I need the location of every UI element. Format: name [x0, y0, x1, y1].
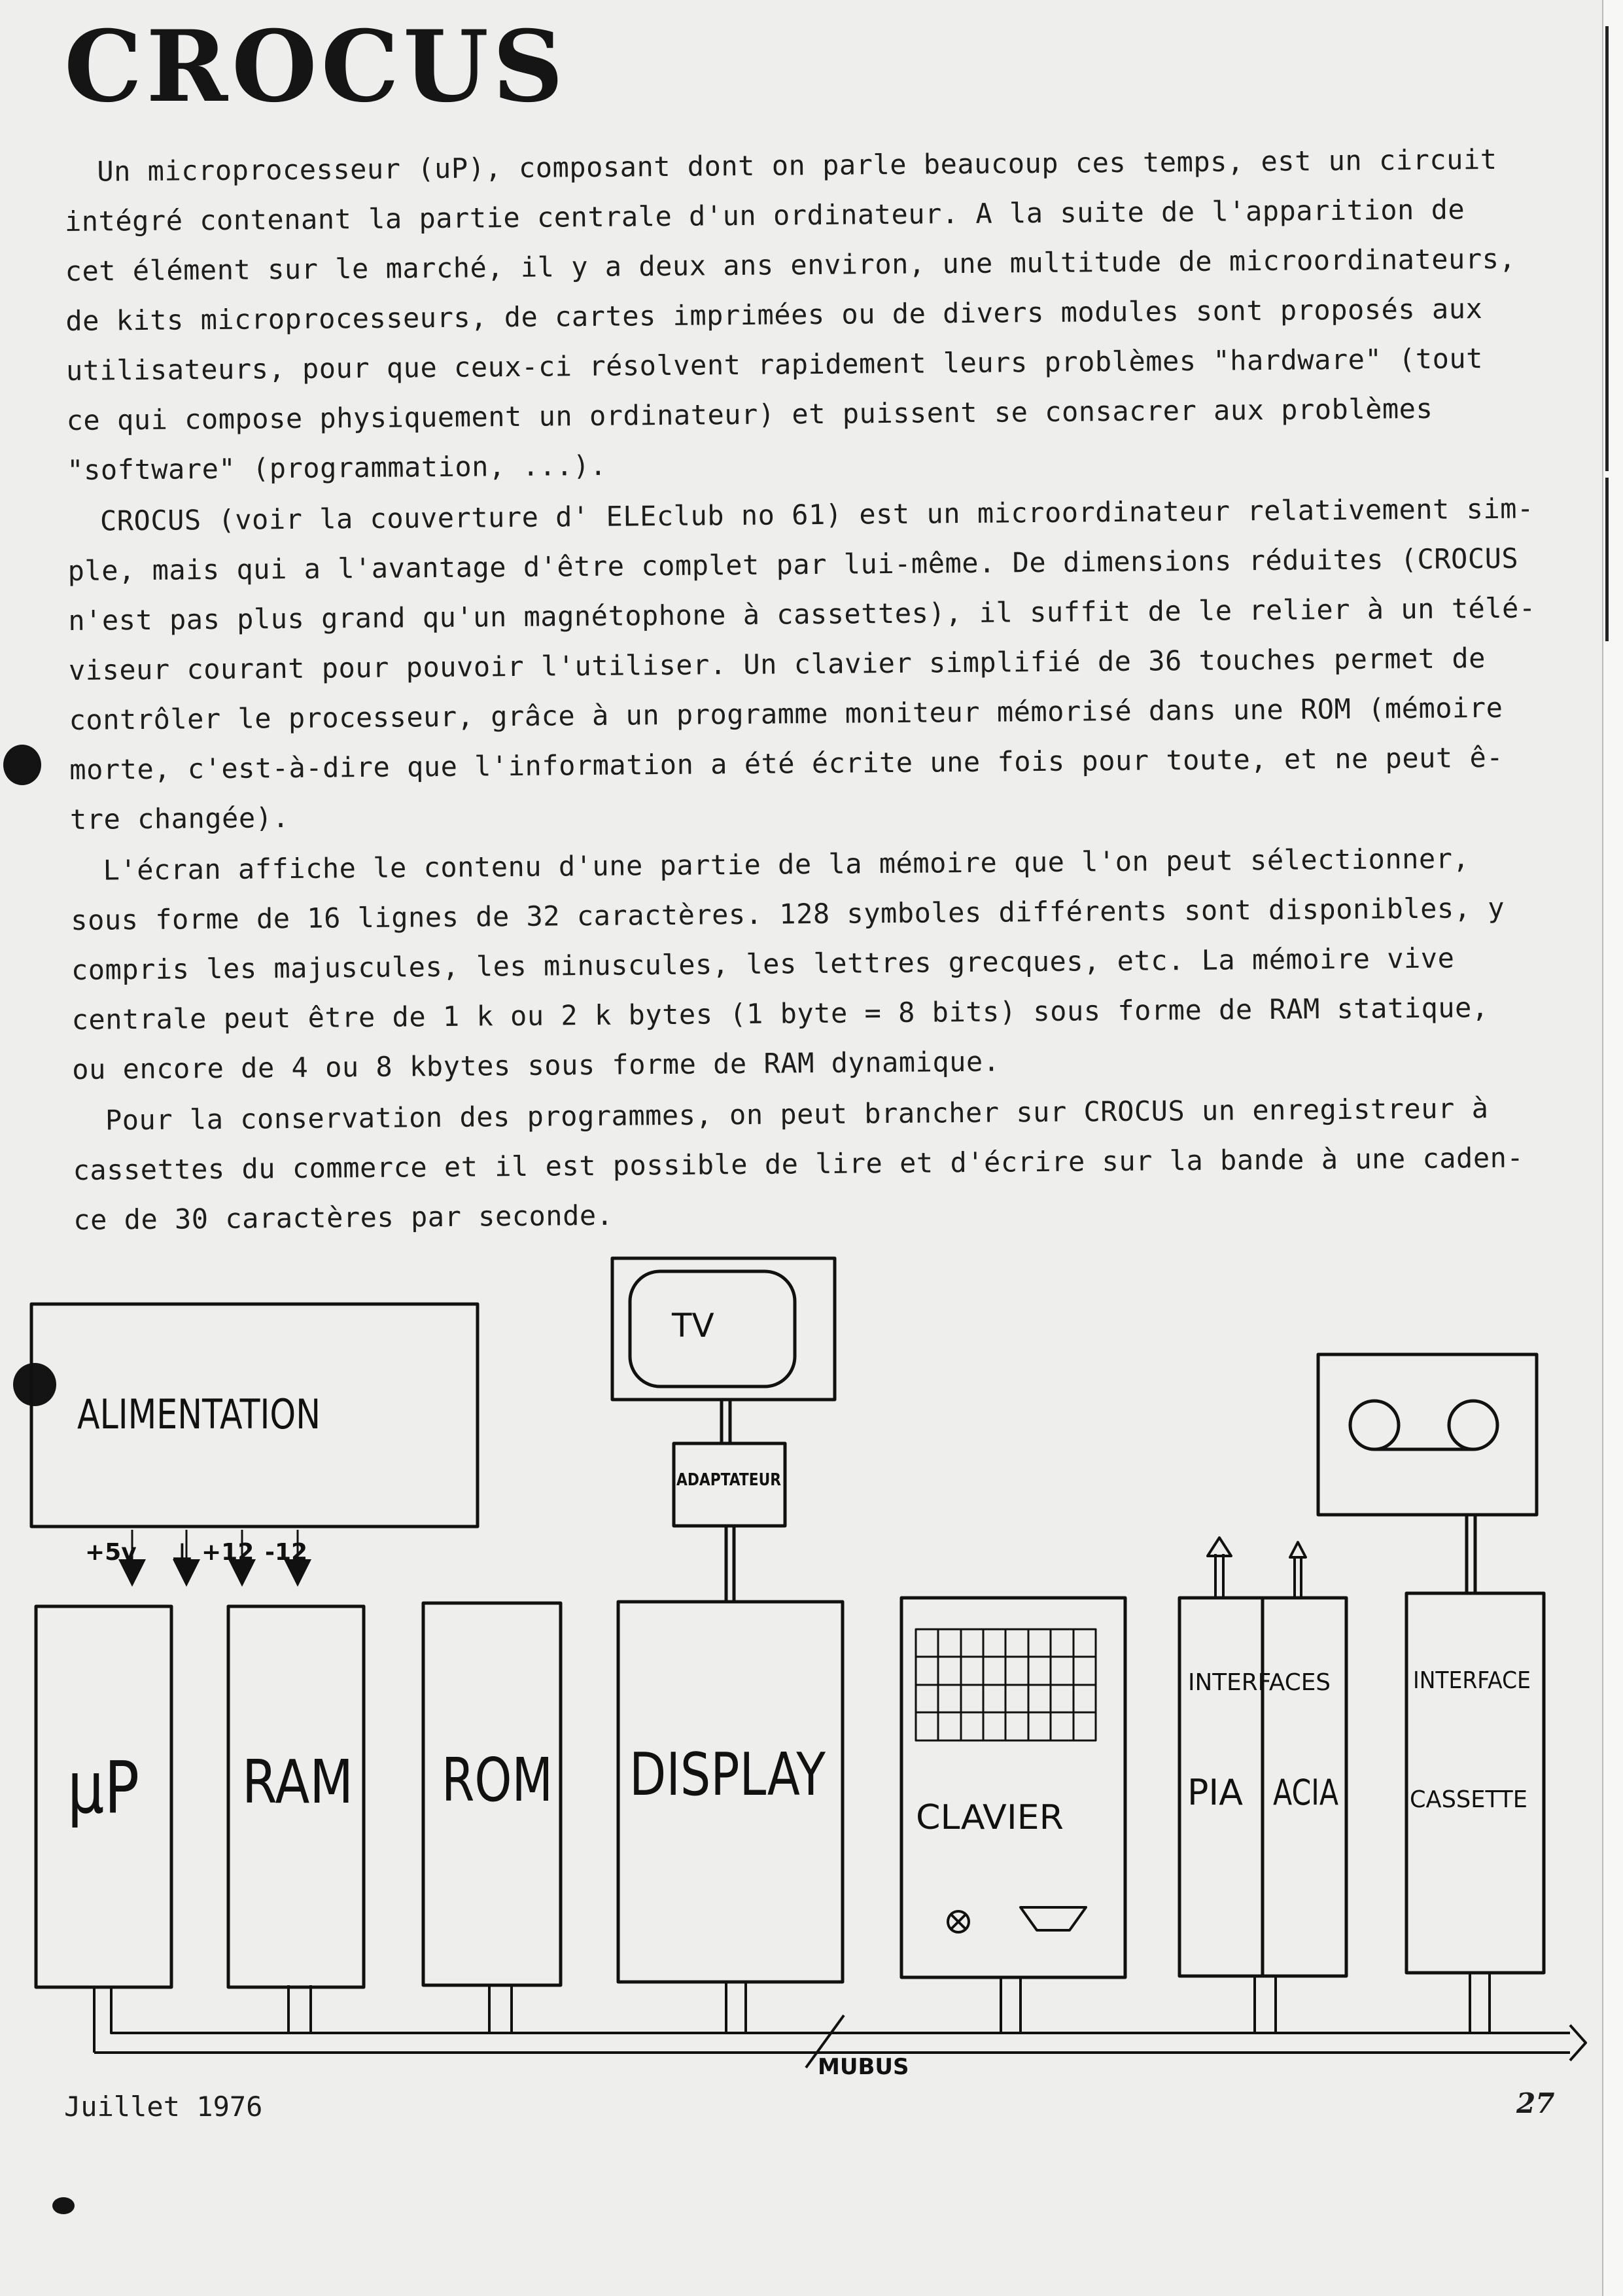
block-diagram [0, 1230, 1623, 2107]
ink-spot [52, 2197, 75, 2214]
power-rail-label: ⊥ [171, 1539, 193, 1566]
tv-label: TV [672, 1307, 714, 1345]
speaker-icon [1021, 1907, 1086, 1930]
punch-hole [3, 745, 41, 785]
cassette-reel-icon [1350, 1401, 1399, 1449]
page-number: 27 [1516, 2087, 1555, 2119]
text-line: utilisateurs, pour que ceux-ci résolvent rapidement leurs problèmes "hardware" (tout [65, 342, 1484, 387]
paragraph-3 [70, 834, 1511, 1095]
issue-date: Juillet 1976 [64, 2091, 263, 2123]
text-line: centrale peut être de 1 k ou 2 k bytes (1 byte = 8 bits) sous forme de RAM statique, [71, 991, 1489, 1036]
interfaces-label: INTERFACES [1188, 1669, 1331, 1696]
clavier-label: CLAVIER [916, 1798, 1064, 1837]
text-line: ce de 30 caractères par seconde. [73, 1199, 614, 1236]
text-line: tre changée). [69, 802, 290, 836]
text-line: ce qui compose physiquement un ordinateur) et puissent se consacrer aux problèmes [66, 392, 1433, 436]
acia-output-arrow [1290, 1542, 1306, 1598]
text-line: sous forme de 16 lignes de 32 caractères. 128 symboles différents sont disponibles, y [71, 891, 1505, 936]
text-line: viseur courant pour pouvoir l'utiliser. Un clavier simplifié de 36 touches permet de [68, 642, 1486, 686]
text-line: morte, c'est-à-dire que l'information a été écrite une fois pour toute, et ne peut ê- [69, 741, 1504, 786]
text-line: Pour la conservation des programmes, on peut brancher sur CROCUS un enregistreur à [105, 1092, 1489, 1137]
text-line: n'est pas plus grand qu'un magnétophone à cassettes), il suffit de le relier à un télé- [68, 592, 1536, 637]
edge-mark [1605, 26, 1609, 471]
paragraph-2 [67, 484, 1536, 845]
text-line: "software" (programmation, ...). [67, 449, 607, 486]
text-line: ple, mais qui a l'avantage d'être complet par lui-même. De dimensions réduites (CROCUS [67, 542, 1519, 587]
edge-mark [1605, 478, 1609, 641]
cassette-interface-label: INTERFACE [1413, 1667, 1531, 1694]
cassette-interface-box [1406, 1593, 1544, 1973]
article-title: CROCUS [64, 9, 568, 124]
article-body [64, 135, 1536, 1245]
lamp-icon [948, 1911, 969, 1932]
power-rail-label: -12 [265, 1539, 308, 1566]
text-line: compris les majuscules, les minuscules, les lettres grecques, etc. La mémoire vive [71, 942, 1455, 986]
cassette-reel-icon [1449, 1401, 1497, 1449]
text-line: ou encore de 4 ou 8 kbytes sous forme de RAM dynamique. [72, 1045, 1000, 1086]
keyboard-grid-icon [916, 1629, 1096, 1740]
adapter-label: ADAPTATEUR [676, 1470, 781, 1490]
rom-label: ROM [442, 1745, 553, 1815]
cassette-interface-sub-label: CASSETTE [1410, 1786, 1527, 1813]
acia-label: ACIA [1273, 1772, 1339, 1813]
up-label: µP [67, 1746, 139, 1829]
bus-label: MUBUS [818, 2054, 909, 2080]
text-line: contrôler le processeur, grâce à un programme moniteur mémorisé dans une ROM (mémoire [69, 691, 1503, 736]
display-label: DISPLAY [629, 1740, 826, 1809]
text-line: Un microprocesseur (uP), composant dont on parle beaucoup ces temps, est un circuit [97, 143, 1497, 188]
paragraph-1 [64, 135, 1516, 495]
pia-label: PIA [1187, 1772, 1244, 1813]
power-rail-label: +5v [85, 1539, 137, 1566]
paragraph-4 [73, 1084, 1524, 1245]
text-line: CROCUS (voir la couverture d' ELEclub no 61) est un microordinateur relativement sim- [99, 492, 1534, 537]
ram-label: RAM [242, 1747, 353, 1817]
text-line: de kits microprocesseurs, de cartes imprimées ou de divers modules sont proposés aux [65, 292, 1483, 337]
tv-box [612, 1258, 835, 1400]
text-line: L'écran affiche le contenu d'une partie de la mémoire que l'on peut sélectionner, [103, 842, 1470, 887]
power-supply-label: ALIMENTATION [77, 1390, 321, 1438]
text-line: cassettes du commerce et il est possible de lire et d'écrire sur la bande à une caden- [73, 1141, 1524, 1186]
text-line: cet élément sur le marché, il y a deux ans environ, une multitude de microordinateurs, [65, 242, 1516, 287]
clavier-box [901, 1598, 1125, 1977]
power-rail-label: +12 [201, 1539, 254, 1566]
pia-output-arrow [1208, 1538, 1231, 1598]
text-line: intégré contenant la partie centrale d'un ordinateur. A la suite de l'apparition de [64, 193, 1465, 238]
